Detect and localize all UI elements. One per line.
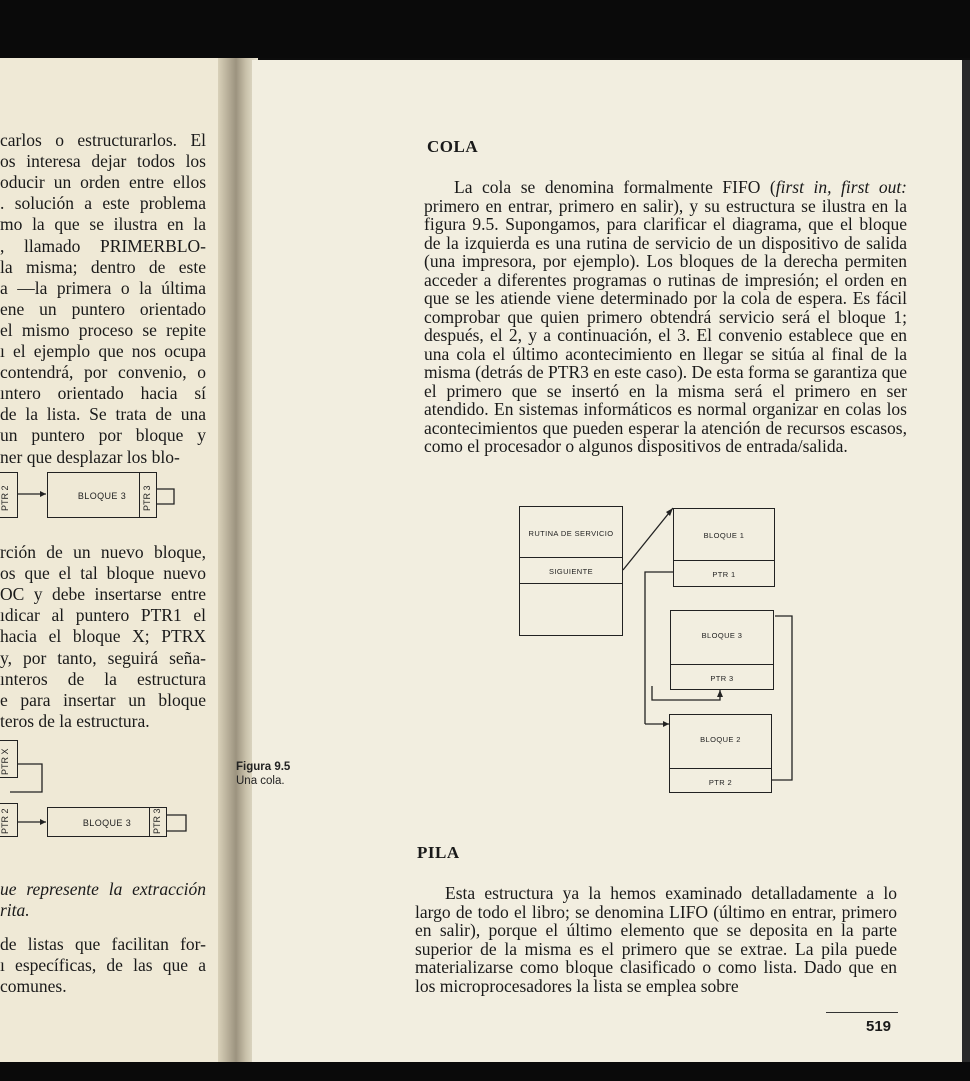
top-background <box>0 0 970 58</box>
block-3-label: BLOQUE 3 <box>701 631 743 640</box>
left-page-line: os interesa dejar todos los <box>0 151 206 172</box>
left-diagram-2-ptr-left-label: PTR 2 <box>0 808 10 834</box>
left-page-line: rita. <box>0 900 30 921</box>
left-page-line: de listas que facilitan for- <box>0 934 206 954</box>
right-edge <box>962 60 970 1062</box>
left-page-line: hacia el bloque X; PTRX <box>0 626 206 647</box>
cola-text-a: La cola se denomina formalmente FIFO ( <box>454 177 776 197</box>
left-page-line: carlos o estructurarlos. El <box>0 130 206 150</box>
left-page-line: ıntero orientado hacia sí <box>0 383 206 404</box>
left-page-line: un puntero por bloque y <box>0 425 206 446</box>
left-page-line: teros de la estructura. <box>0 710 150 731</box>
cola-text-italic: first in, first out: <box>775 177 908 197</box>
left-page-line: mo la que se ilustra en la <box>0 214 206 235</box>
left-page-line: e para insertar un bloque <box>0 689 206 710</box>
section-pila-paragraph: Esta estructura ya la hemos examinado detalladamente a lo largo de todo el libro; se denomina LIFO (último en entrar, primero en salir), porque el último elemento que se deposita en la parte superior de la misma es el primero que se extrae. La pila puede materializarse como bloque clasificado o como lista. Dado que en los microprocesadores la lista se emplea sobre <box>415 883 897 996</box>
left-page-line: ı el ejemplo que nos ocupa <box>0 341 206 361</box>
left-page-line: a —la primera o la última <box>0 277 206 298</box>
figure-caption-title: Figura 9.5 <box>236 761 291 773</box>
left-page-line: ner que desplazar los blo- <box>0 446 180 467</box>
ptr-3-label: PTR 3 <box>710 674 734 683</box>
block-2-label: BLOQUE 2 <box>700 735 741 744</box>
left-page <box>0 58 232 1062</box>
bottom-background <box>0 1062 970 1081</box>
left-page-line: ınteros de la estructura <box>0 668 206 689</box>
left-diagram-2-block-label: BLOQUE 3 <box>82 818 132 828</box>
left-diagram-connectors <box>0 58 232 1062</box>
left-page-line: rción de un nuevo bloque, <box>0 542 206 562</box>
left-page-line: ue represente la extracción <box>0 879 206 899</box>
page-number: 519 <box>866 1018 892 1035</box>
figure-caption-text: Una cola. <box>236 775 285 787</box>
routine-label: RUTINA DE SERVICIO <box>528 529 614 538</box>
right-page <box>236 60 965 1062</box>
left-page-line: el mismo proceso se repite <box>0 319 206 340</box>
left-page-line: contendrá, por convenio, o <box>0 362 206 383</box>
next-label: SIGUIENTE <box>548 567 594 576</box>
left-diagram-1-block-label: BLOQUE 3 <box>77 491 127 501</box>
left-diagram-2-ptr-right-label: PTR 3 <box>152 808 162 834</box>
left-page-line: , llamado PRIMERBLO- <box>0 235 206 256</box>
figure-caption <box>236 760 290 788</box>
left-page-line: oducir un orden entre ellos <box>0 172 206 193</box>
block-1-label: BLOQUE 1 <box>703 531 745 540</box>
ptr-1-label: PTR 1 <box>712 570 736 579</box>
left-diagram-1-ptr-right-label: PTR 3 <box>142 485 152 511</box>
left-page-line: os que el tal bloque nuevo <box>0 563 206 584</box>
left-page-line: ene un puntero orientado <box>0 298 206 319</box>
left-page-line: comunes. <box>0 976 67 997</box>
left-page-line: ıdicar al puntero PTR1 el <box>0 605 206 626</box>
page-number-rule <box>826 1012 898 1013</box>
left-page-line: y, por tanto, seguirá seña- <box>0 647 206 668</box>
ptr-2-label: PTR 2 <box>708 778 733 787</box>
left-page-line: la misma; dentro de este <box>0 256 206 277</box>
left-page-line: ı específicas, de las que a <box>0 955 206 976</box>
section-heading-cola: COLA <box>427 137 479 156</box>
section-heading-pila: PILA <box>417 843 460 862</box>
cola-text-b: primero en entrar, primero en salir), y su estructura se ilustra en la figura 9.5. Supongamos, para clarificar el diagrama, que el bloque de la izquierda es una rutina de servicio de un dispositivo de salida (una impresora, por ejemplo). Los bloques de la derecha permiten acceder a diferentes programas o rutinas de impresión; el orden en que se les atiende viene determinado por la cola de espera. Es fácil comprobar que quien primero obtendrá servicio será el bloque 1; después, el 2, y a continuación, el 3. El convenio establece que en una cola el último acontecimiento en llegar se sitúa al final de la misma (detrás de PTR3 en este caso). De esta forma se garantiza que el primero que se insertó en la misma será el primero en ser atendido. En sistemas informáticos es normal organizar en colas los acontecimientos que pueden esperar la atención de recursos escasos, como el procesador o algunos dispositivos de entrada/salida. <box>424 195 907 456</box>
left-page-line: OC y debe insertarse entre <box>0 584 206 605</box>
left-page-line: de la lista. Se trata de una <box>0 404 206 425</box>
left-diagram-2-ptr-x-label: PTR X <box>0 748 10 775</box>
left-page-line: . solución a este problema <box>0 193 206 214</box>
left-diagram-1-ptr-left-label: PTR 2 <box>0 485 10 511</box>
